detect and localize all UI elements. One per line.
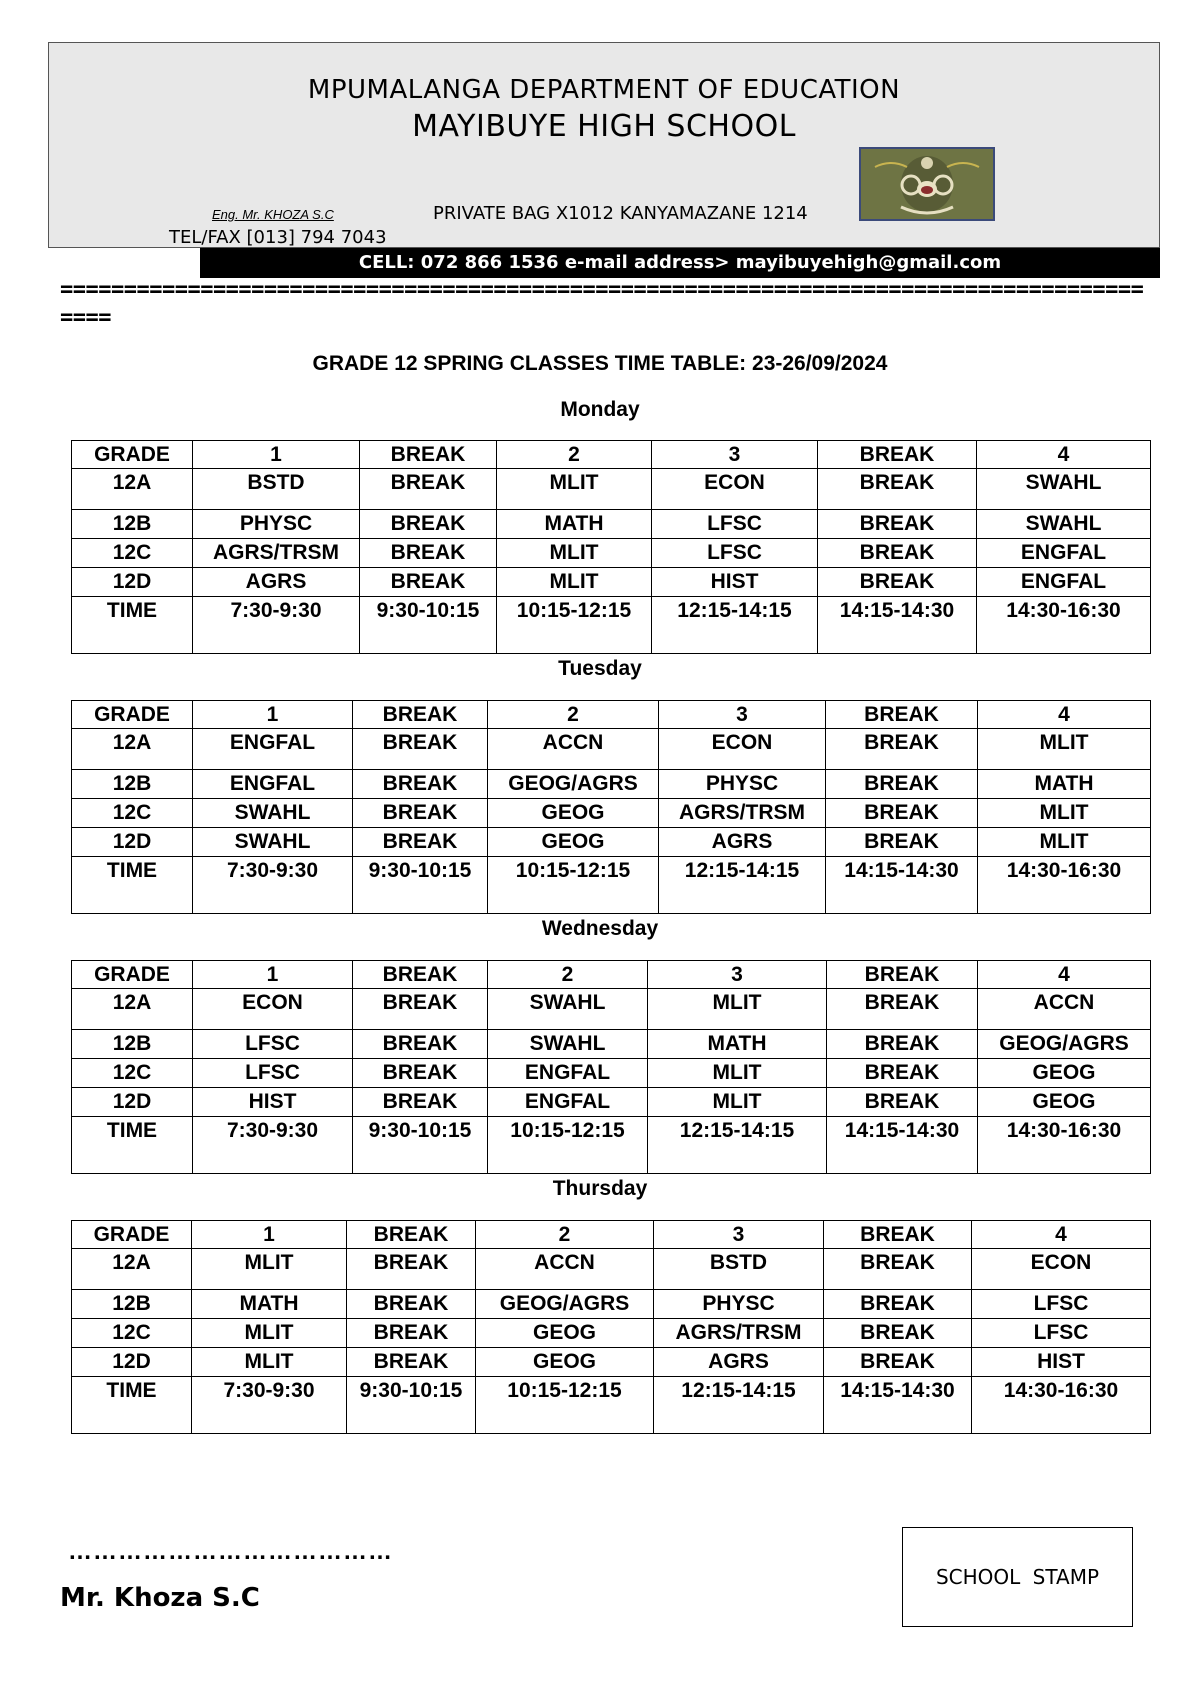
table-cell: MLIT xyxy=(497,568,652,597)
table-cell: BSTD xyxy=(193,469,360,510)
table-cell: BREAK xyxy=(353,828,488,857)
table-cell: LFSC xyxy=(652,539,818,568)
table-cell: 12B xyxy=(72,770,193,799)
table-cell: MLIT xyxy=(497,469,652,510)
table-cell: 12D xyxy=(72,1348,192,1377)
timetable-title: GRADE 12 SPRING CLASSES TIME TABLE: 23-26/09/2024 xyxy=(312,352,888,375)
table-cell: GRADE xyxy=(72,961,193,989)
table-cell: BREAK xyxy=(353,1030,488,1059)
table-cell: HIST xyxy=(652,568,818,597)
table-cell: BREAK xyxy=(826,701,978,729)
school-name: MAYIBUYE HIGH SCHOOL xyxy=(412,109,796,144)
table-cell: TIME xyxy=(72,597,193,654)
table-cell: AGRS xyxy=(659,828,826,857)
table-cell: 12C xyxy=(72,1059,193,1088)
table-cell: 12A xyxy=(72,469,193,510)
table-cell: 4 xyxy=(978,701,1151,729)
table-cell: PHYSC xyxy=(654,1290,824,1319)
table-cell: 2 xyxy=(488,961,648,989)
table-cell: MLIT xyxy=(497,539,652,568)
day-title-monday: Monday xyxy=(560,398,640,421)
table-cell: 10:15-12:15 xyxy=(497,597,652,654)
table-cell: SWAHL xyxy=(977,510,1151,539)
table-cell: BREAK xyxy=(827,961,978,989)
table-cell: GEOG/AGRS xyxy=(978,1030,1151,1059)
table-row xyxy=(72,1319,1151,1348)
table-row xyxy=(72,1059,1151,1088)
table-row-time xyxy=(72,857,1151,914)
table-cell: 12D xyxy=(72,568,193,597)
letterhead xyxy=(48,42,1160,248)
table-cell: BREAK xyxy=(360,469,497,510)
table-cell: GEOG xyxy=(476,1319,654,1348)
table-cell: HIST xyxy=(193,1088,353,1117)
table-cell: ECON xyxy=(972,1249,1151,1290)
table-cell: GEOG/AGRS xyxy=(476,1290,654,1319)
table-cell: 10:15-12:15 xyxy=(476,1377,654,1434)
table-row xyxy=(72,539,1151,568)
table-cell: ENGFAL xyxy=(193,770,353,799)
day-title-tuesday: Tuesday xyxy=(558,657,642,680)
table-cell: LFSC xyxy=(972,1319,1151,1348)
table-cell: GEOG xyxy=(488,799,659,828)
table-cell: 7:30-9:30 xyxy=(193,857,353,914)
table-cell: BREAK xyxy=(826,770,978,799)
table-cell: BREAK xyxy=(818,510,977,539)
table-cell: GEOG xyxy=(488,828,659,857)
table-cell: 9:30-10:15 xyxy=(347,1377,476,1434)
table-row xyxy=(72,729,1151,770)
table-cell: SWAHL xyxy=(193,828,353,857)
table-cell: BREAK xyxy=(347,1221,476,1249)
table-cell: MLIT xyxy=(192,1249,347,1290)
table-cell: 10:15-12:15 xyxy=(488,1117,648,1174)
table-cell: 1 xyxy=(192,1221,347,1249)
table-cell: SWAHL xyxy=(488,989,648,1030)
table-cell: 12C xyxy=(72,1319,192,1348)
table-cell: BREAK xyxy=(347,1290,476,1319)
table-cell: BREAK xyxy=(360,441,497,469)
table-cell: GRADE xyxy=(72,701,193,729)
table-cell: 14:15-14:30 xyxy=(826,857,978,914)
table-cell: 12B xyxy=(72,510,193,539)
table-cell: 3 xyxy=(659,701,826,729)
table-cell: MATH xyxy=(497,510,652,539)
engineer-name: Eng. Mr. KHOZA S.C xyxy=(212,207,334,222)
table-cell: GRADE xyxy=(72,1221,192,1249)
table-cell: 14:15-14:30 xyxy=(824,1377,972,1434)
table-cell: LFSC xyxy=(193,1030,353,1059)
table-cell: ACCN xyxy=(488,729,659,770)
table-cell: ACCN xyxy=(978,989,1151,1030)
table-cell: 12:15-14:15 xyxy=(654,1377,824,1434)
timetable-monday xyxy=(71,440,1151,654)
table-cell: BREAK xyxy=(827,1059,978,1088)
table-cell: AGRS xyxy=(193,568,360,597)
table-cell: 14:30-16:30 xyxy=(978,1117,1151,1174)
table-cell: MLIT xyxy=(192,1319,347,1348)
table-cell: BREAK xyxy=(818,539,977,568)
table-cell: MLIT xyxy=(978,729,1151,770)
table-cell: ENGFAL xyxy=(488,1088,648,1117)
table-cell: 2 xyxy=(476,1221,654,1249)
timetable-wednesday xyxy=(71,960,1151,1174)
table-row xyxy=(72,770,1151,799)
table-row xyxy=(72,469,1151,510)
table-cell: 14:15-14:30 xyxy=(818,597,977,654)
table-cell: BREAK xyxy=(818,441,977,469)
table-cell: BREAK xyxy=(353,729,488,770)
table-cell: MLIT xyxy=(648,989,827,1030)
table-cell: 7:30-9:30 xyxy=(193,597,360,654)
table-cell: AGRS/TRSM xyxy=(654,1319,824,1348)
table-cell: BREAK xyxy=(826,799,978,828)
table-cell: GEOG xyxy=(978,1088,1151,1117)
table-cell: BREAK xyxy=(353,1059,488,1088)
table-cell: 12C xyxy=(72,539,193,568)
table-cell: 12A xyxy=(72,729,193,770)
table-cell: AGRS/TRSM xyxy=(193,539,360,568)
table-cell: BREAK xyxy=(347,1348,476,1377)
table-cell: 3 xyxy=(654,1221,824,1249)
separator-line: ========================================================================================= xyxy=(60,277,1144,330)
table-cell: BREAK xyxy=(360,539,497,568)
table-cell: MLIT xyxy=(648,1088,827,1117)
table-row-time xyxy=(72,1377,1151,1434)
table-cell: ECON xyxy=(193,989,353,1030)
table-cell: BREAK xyxy=(818,469,977,510)
table-cell: SWAHL xyxy=(193,799,353,828)
table-cell: 14:30-16:30 xyxy=(972,1377,1151,1434)
table-cell: 12A xyxy=(72,1249,192,1290)
table-cell: MLIT xyxy=(192,1348,347,1377)
table-cell: BREAK xyxy=(353,770,488,799)
table-cell: BREAK xyxy=(824,1290,972,1319)
table-cell: SWAHL xyxy=(488,1030,648,1059)
table-cell: ENGFAL xyxy=(488,1059,648,1088)
table-cell: 9:30-10:15 xyxy=(360,597,497,654)
table-cell: LFSC xyxy=(652,510,818,539)
table-cell: 1 xyxy=(193,961,353,989)
table-cell: GRADE xyxy=(72,441,193,469)
table-cell: SWAHL xyxy=(977,469,1151,510)
table-row xyxy=(72,1030,1151,1059)
table-cell: MLIT xyxy=(978,799,1151,828)
table-cell: BREAK xyxy=(347,1319,476,1348)
table-cell: MLIT xyxy=(978,828,1151,857)
day-title-wednesday: Wednesday xyxy=(541,917,659,940)
table-cell: TIME xyxy=(72,1377,192,1434)
table-cell: AGRS/TRSM xyxy=(659,799,826,828)
table-cell: BREAK xyxy=(818,568,977,597)
table-header-row xyxy=(72,441,1151,469)
table-row-time xyxy=(72,597,1151,654)
table-cell: BREAK xyxy=(353,989,488,1030)
table-cell: ENGFAL xyxy=(193,729,353,770)
table-cell: 2 xyxy=(497,441,652,469)
table-cell: 12:15-14:15 xyxy=(648,1117,827,1174)
tel-fax: TEL/FAX [013] 794 7043 xyxy=(169,227,387,248)
postal-address: PRIVATE BAG X1012 KANYAMAZANE 1214 xyxy=(433,203,808,224)
table-row-time xyxy=(72,1117,1151,1174)
table-cell: 12:15-14:15 xyxy=(652,597,818,654)
table-cell: 12D xyxy=(72,828,193,857)
table-row xyxy=(72,828,1151,857)
table-cell: BREAK xyxy=(347,1249,476,1290)
table-cell: TIME xyxy=(72,857,193,914)
table-cell: 14:30-16:30 xyxy=(978,857,1151,914)
school-crest-icon xyxy=(859,147,995,221)
stamp-label: SCHOOL STAMP xyxy=(935,1565,1100,1589)
table-cell: BREAK xyxy=(360,510,497,539)
table-cell: 12D xyxy=(72,1088,193,1117)
table-cell: BREAK xyxy=(827,989,978,1030)
timetable-tuesday xyxy=(71,700,1151,914)
table-cell: BREAK xyxy=(353,701,488,729)
table-cell: ECON xyxy=(652,469,818,510)
table-cell: AGRS xyxy=(654,1348,824,1377)
table-cell: 12B xyxy=(72,1290,192,1319)
table-cell: MLIT xyxy=(648,1059,827,1088)
table-cell: BREAK xyxy=(353,961,488,989)
school-stamp-box xyxy=(902,1527,1133,1627)
table-cell: ACCN xyxy=(476,1249,654,1290)
table-cell: 14:15-14:30 xyxy=(827,1117,978,1174)
table-cell: MATH xyxy=(978,770,1151,799)
table-cell: BREAK xyxy=(824,1249,972,1290)
table-row xyxy=(72,568,1151,597)
table-cell: PHYSC xyxy=(659,770,826,799)
table-row xyxy=(72,799,1151,828)
table-cell: BSTD xyxy=(654,1249,824,1290)
table-cell: 4 xyxy=(972,1221,1151,1249)
table-cell: 14:30-16:30 xyxy=(977,597,1151,654)
table-row xyxy=(72,1249,1151,1290)
table-row xyxy=(72,1290,1151,1319)
department-name: MPUMALANGA DEPARTMENT OF EDUCATION xyxy=(307,75,901,105)
table-cell: 4 xyxy=(977,441,1151,469)
table-cell: BREAK xyxy=(827,1030,978,1059)
table-row xyxy=(72,989,1151,1030)
table-cell: 1 xyxy=(193,441,360,469)
table-cell: 1 xyxy=(193,701,353,729)
day-title-thursday: Thursday xyxy=(552,1177,648,1200)
table-cell: 12C xyxy=(72,799,193,828)
table-cell: 7:30-9:30 xyxy=(193,1117,353,1174)
table-cell: ENGFAL xyxy=(977,568,1151,597)
table-cell: 7:30-9:30 xyxy=(192,1377,347,1434)
table-cell: BREAK xyxy=(826,828,978,857)
table-header-row xyxy=(72,1221,1151,1249)
table-cell: 9:30-10:15 xyxy=(353,857,488,914)
table-row xyxy=(72,510,1151,539)
table-cell: BREAK xyxy=(826,729,978,770)
table-cell: GEOG xyxy=(978,1059,1151,1088)
table-cell: 9:30-10:15 xyxy=(353,1117,488,1174)
table-cell: 12A xyxy=(72,989,193,1030)
table-cell: BREAK xyxy=(824,1319,972,1348)
table-cell: BREAK xyxy=(353,799,488,828)
table-cell: 3 xyxy=(648,961,827,989)
table-cell: 4 xyxy=(978,961,1151,989)
timetable-thursday xyxy=(71,1220,1151,1434)
table-cell: BREAK xyxy=(353,1088,488,1117)
table-row xyxy=(72,1088,1151,1117)
table-cell: GEOG/AGRS xyxy=(488,770,659,799)
table-cell: 10:15-12:15 xyxy=(488,857,659,914)
signature-line: ………………………………… xyxy=(68,1538,393,1565)
table-cell: BREAK xyxy=(824,1348,972,1377)
table-cell: GEOG xyxy=(476,1348,654,1377)
contact-bar: CELL: 072 866 1536 e-mail address> mayibuyehigh@gmail.com xyxy=(200,248,1160,278)
table-cell: MATH xyxy=(648,1030,827,1059)
signatory-name: Mr. Khoza S.C xyxy=(60,1583,260,1613)
table-cell: BREAK xyxy=(824,1221,972,1249)
table-cell: PHYSC xyxy=(193,510,360,539)
table-row xyxy=(72,1348,1151,1377)
table-cell: LFSC xyxy=(972,1290,1151,1319)
table-cell: BREAK xyxy=(360,568,497,597)
table-cell: 12:15-14:15 xyxy=(659,857,826,914)
table-cell: 2 xyxy=(488,701,659,729)
table-cell: TIME xyxy=(72,1117,193,1174)
table-cell: ECON xyxy=(659,729,826,770)
table-cell: BREAK xyxy=(827,1088,978,1117)
table-header-row xyxy=(72,961,1151,989)
table-cell: 3 xyxy=(652,441,818,469)
table-cell: HIST xyxy=(972,1348,1151,1377)
table-cell: LFSC xyxy=(193,1059,353,1088)
table-header-row xyxy=(72,701,1151,729)
table-cell: 12B xyxy=(72,1030,193,1059)
table-cell: MATH xyxy=(192,1290,347,1319)
table-cell: ENGFAL xyxy=(977,539,1151,568)
